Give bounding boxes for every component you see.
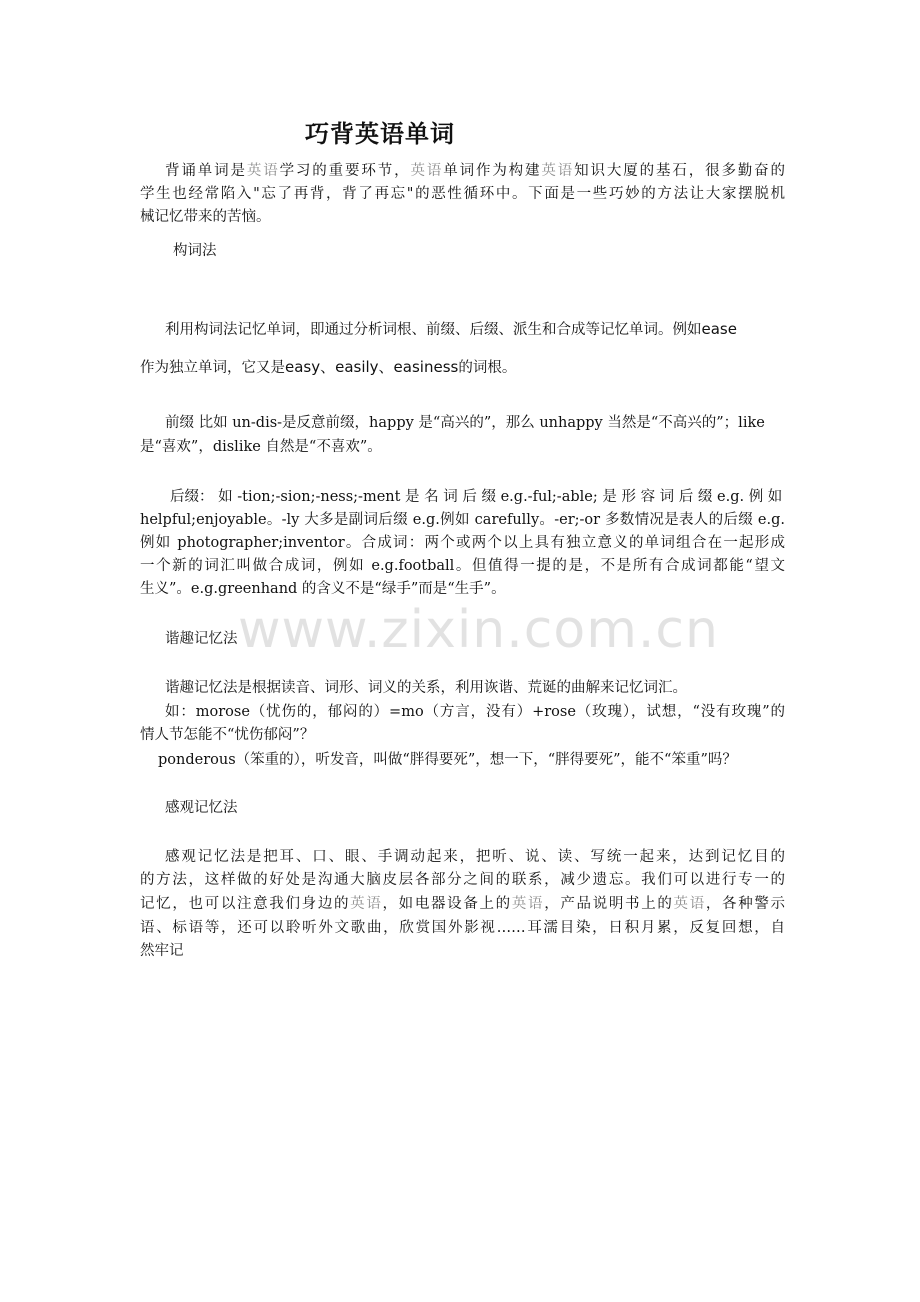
humor-line-1: 谐趣记忆法是根据读音、词形、词义的关系，利用诙谐、荒诞的曲解来记忆词汇。 <box>165 680 687 696</box>
sensory-line-1: 感观记忆法是把耳、口、眼、手调动起来，把听、说、读、写统一起来，达到记忆目的 <box>165 849 785 865</box>
sensory-line-2: 的方法，这样做的好处是沟通大脑皮层各部分之间的联系，减少遗忘。我们可以进行专一的 <box>140 872 785 888</box>
keyword-english: 英语 <box>541 163 575 179</box>
suffix-line-3: 例如 photographer;inventor。合成词：两个或两个以上具有独立意义的单词组合在一起形成 <box>140 535 785 551</box>
keyword-english: 英语 <box>410 163 444 179</box>
intro-line-3: 械记忆带来的苦恼。 <box>140 209 271 225</box>
prefix-line-2: 是“喜欢”，dislike 自然是“不喜欢”。 <box>140 439 382 455</box>
intro-line-2: 学生也经常陷入"忘了再背，背了再忘"的恶性循环中。下面是一些巧妙的方法让大家摆脱机 <box>140 186 785 202</box>
sensory-line-3: 记忆，也可以注意我们身边的英语，如电器设备上的英语，产品说明书上的英语，各种警示 <box>140 896 785 912</box>
humor-line-4: ponderous（笨重的），听发音，叫做“胖得要死”，想一下，“胖得要死”，能不“笨重”吗？ <box>158 752 737 768</box>
suffix-line-2: helpful;enjoyable。-ly 大多是副词后缀 e.g.例如 carefully。-er;-or 多数情况是表人的后缀 e.g. <box>140 512 785 528</box>
suffix-line-1: 后缀： 如 -tion;-sion;-ness;-ment 是 名 词 后 缀 e.g.-ful;-able; 是 形 容 词 后 缀 e.g. 例 如 <box>170 489 783 505</box>
humor-line-3: 情人节怎能不“忧伤郁闷”？ <box>140 727 315 743</box>
section-heading-sensory-memory: 感观记忆法 <box>165 800 238 816</box>
keyword-english: 英语 <box>350 896 383 912</box>
humor-line-2: 如：morose（忧伤的，郁闷的）=mo（方言，没有）+rose（玫瑰），试想，“没有玫瑰”的 <box>165 704 785 720</box>
keyword-english: 英语 <box>511 896 545 912</box>
word-formation-line-1: 利用构词法记忆单词，即通过分析词根、前缀、后缀、派生和合成等记忆单词。例如ease <box>165 320 737 338</box>
sensory-line-5: 然牢记 <box>140 943 184 959</box>
intro-line-1: 背诵单词是英语学习的重要环节，英语单词作为构建英语知识大厦的基石，很多勤奋的 <box>165 163 785 179</box>
watermark: www.zixin.com.cn <box>238 600 719 660</box>
section-heading-humor-memory: 谐趣记忆法 <box>165 631 238 647</box>
suffix-line-5: 生义”。e.g.greenhand 的含义不是“绿手”而是“生手”。 <box>140 581 506 597</box>
prefix-line-1: 前缀 比如 un-dis-是反意前缀，happy 是“高兴的”，那么 unhappy 当然是“不高兴的”；like <box>165 415 765 431</box>
keyword-english: 英语 <box>246 163 280 179</box>
word-formation-line-2: 作为独立单词，它又是easy、easily、easiness的词根。 <box>140 358 517 376</box>
suffix-line-4: 一个新的词汇叫做合成词，例如 e.g.football。但值得一提的是，不是所有合成词都能“望文 <box>140 558 785 574</box>
sensory-line-4: 语、标语等，还可以聆听外文歌曲，欣赏国外影视……耳濡目染，日积月累，反复回想，自 <box>140 920 785 936</box>
keyword-english: 英语 <box>673 896 706 912</box>
section-heading-word-formation: 构词法 <box>173 243 217 259</box>
page-title: 巧背英语单词 <box>305 119 455 148</box>
